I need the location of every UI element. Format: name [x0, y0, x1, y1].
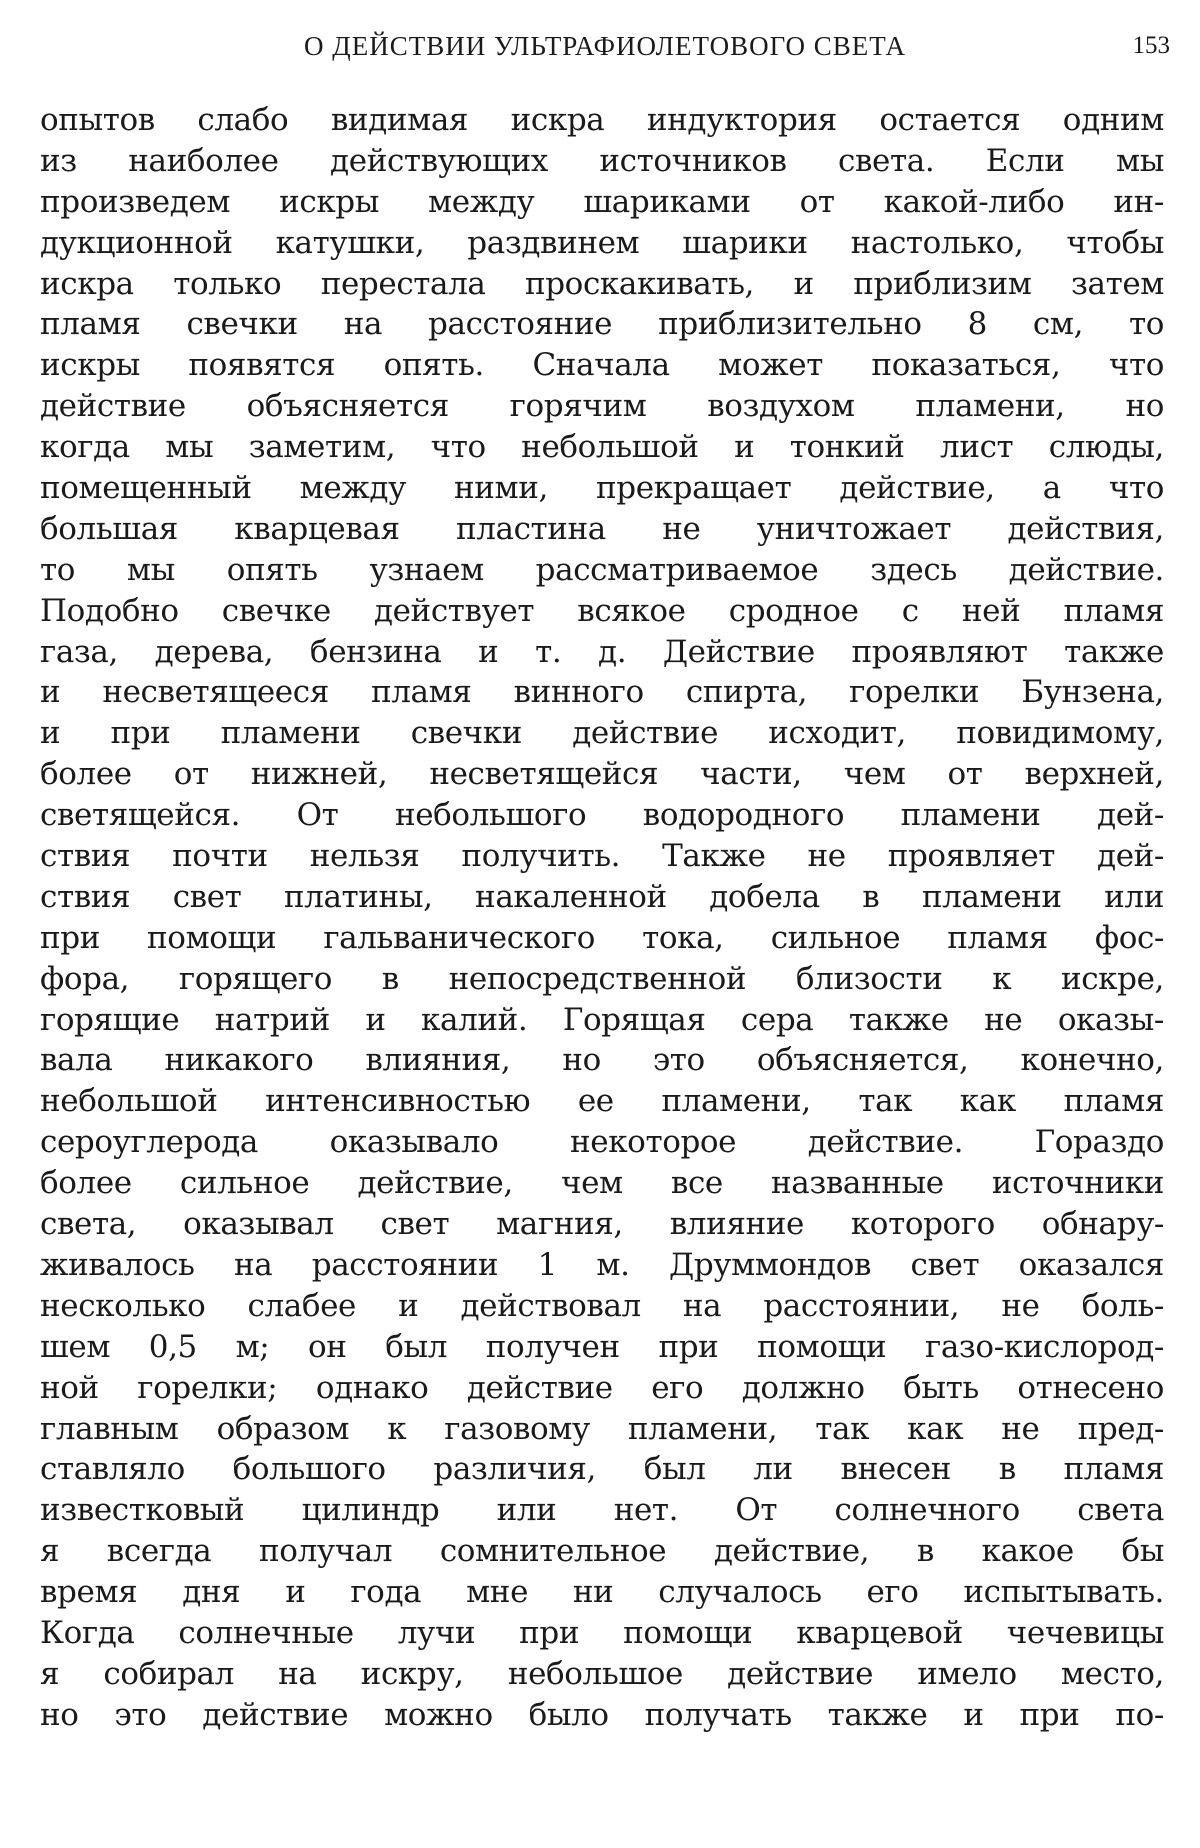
- text-line: главным образом к газовому пламени, так как не пред-: [40, 1410, 1164, 1447]
- text-line: дукционной катушки, раздвинем шарики настолько, чтобы: [40, 224, 1164, 261]
- text-line: время дня и года мне ни случалось его испытывать.: [40, 1574, 1164, 1611]
- text-line: более от нижней, несветящейся части, чем от верхней,: [40, 756, 1164, 793]
- text-line: опытов слабо видимая искра индуктория остается одним: [40, 102, 1164, 138]
- text-line: горящие натрий и калий. Горящая сера также не оказы-: [40, 1001, 1164, 1038]
- text-line: шем 0,5 м; он был получен при помощи газо-кислород-: [40, 1328, 1164, 1365]
- text-line: сероуглерода оказывало некоторое действие. Гораздо: [40, 1124, 1164, 1161]
- text-line: из наиболее действующих источников света. Если мы: [40, 142, 1164, 179]
- body-text: [40, 100, 1164, 1736]
- page-number: 153: [1132, 32, 1170, 59]
- text-line: светящейся. От небольшого водородного пламени дей-: [40, 797, 1164, 834]
- text-line: более сильное действие, чем все названные источники: [40, 1165, 1164, 1202]
- text-line: при помощи гальванического тока, сильное пламя фос-: [40, 919, 1164, 956]
- text-line: и при пламени свечки действие исходит, повидимому,: [40, 715, 1164, 752]
- text-line: то мы опять узнаем рассматриваемое здесь действие.: [40, 551, 1164, 588]
- text-line: света, оказывал свет магния, влияние которого обнару-: [40, 1206, 1164, 1243]
- running-title: О ДЕЙСТВИИ УЛЬТРАФИОЛЕТОВОГО СВЕТА: [304, 31, 906, 61]
- text-line: пламя свечки на расстояние приблизительно 8 см, то: [40, 306, 1164, 343]
- text-line: произведем искры между шариками от какой-либо ин-: [40, 183, 1164, 220]
- text-line: вала никакого влияния, но это объясняется, конечно,: [40, 1042, 1164, 1079]
- text-line: большая кварцевая пластина не уничтожает действия,: [40, 510, 1164, 547]
- text-line: помещенный между ними, прекращает действие, а что: [40, 470, 1164, 507]
- text-line: искра только перестала проскакивать, и приблизим затем: [40, 265, 1164, 302]
- text-line: и несветящееся пламя винного спирта, горелки Бунзена,: [40, 674, 1164, 711]
- text-line: ной горелки; однако действие его должно быть отнесено: [40, 1369, 1164, 1406]
- text-line: фора, горящего в непосредственной близости к искре,: [40, 960, 1164, 997]
- text-line: несколько слабее и действовал на расстоянии, не боль-: [40, 1287, 1164, 1324]
- text-line: но это действие можно было получать также и при по-: [40, 1696, 1164, 1733]
- text-line: известковый цилиндр или нет. От солнечного света: [40, 1492, 1164, 1529]
- text-line: я всегда получал сомнительное действие, в какое бы: [40, 1533, 1164, 1570]
- text-line: я собирал на искру, небольшое действие имело место,: [40, 1655, 1164, 1692]
- text-line: ствия почти нельзя получить. Также не проявляет дей-: [40, 838, 1164, 875]
- text-line: небольшой интенсивностью ее пламени, так как пламя: [40, 1083, 1164, 1120]
- text-line: действие объясняется горячим воздухом пламени, но: [40, 388, 1164, 425]
- text-line: ставляло большого различия, был ли внесен в пламя: [40, 1451, 1164, 1488]
- text-line: когда мы заметим, что небольшой и тонкий лист слюды,: [40, 429, 1164, 466]
- text-line: искры появятся опять. Сначала может показаться, что: [40, 347, 1164, 384]
- running-head: [40, 18, 1170, 74]
- text-line: ствия свет платины, накаленной добела в пламени или: [40, 878, 1164, 915]
- text-line: живалось на расстоянии 1 м. Друммондов свет оказался: [40, 1246, 1164, 1283]
- text-line: Когда солнечные лучи при помощи кварцевой чечевицы: [40, 1614, 1164, 1651]
- text-line: газа, дерева, бензина и т. д. Действие проявляют также: [40, 633, 1164, 670]
- text-line: Подобно свечке действует всякое сродное с ней пламя: [40, 592, 1164, 629]
